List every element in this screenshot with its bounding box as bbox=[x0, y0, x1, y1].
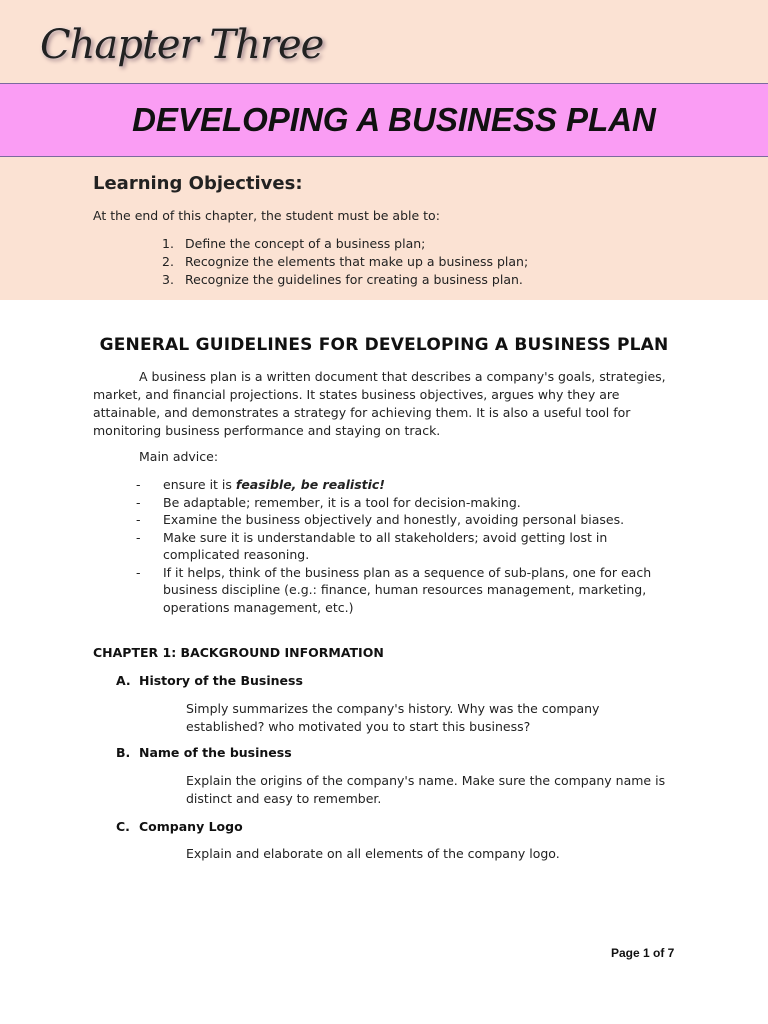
advice-text: Be adaptable; remember, it is a tool for decision-making. bbox=[163, 494, 521, 510]
advice-label: Main advice: bbox=[139, 449, 219, 464]
list-item bbox=[136, 494, 676, 512]
list-item-text: Recognize the guidelines for creating a business plan. bbox=[185, 272, 523, 287]
list-item bbox=[162, 235, 528, 253]
subsection-body-logo: Explain and elaborate on all elements of the company logo. bbox=[186, 846, 560, 861]
list-item bbox=[136, 511, 676, 529]
list-item bbox=[162, 271, 528, 289]
learning-objectives-list bbox=[162, 235, 528, 289]
advice-prefix: ensure it is bbox=[163, 477, 236, 492]
list-item-number: 1. bbox=[162, 236, 174, 251]
advice-text: If it helps, think of the business plan as a sequence of sub-plans, one for each business discipline (e.g.: finance, human resources management, marketing, operations management, etc.) bbox=[163, 564, 652, 615]
subsection-heading-logo bbox=[116, 819, 243, 834]
dash-bullet: - bbox=[136, 494, 141, 510]
section-heading: GENERAL GUIDELINES FOR DEVELOPING A BUSINESS PLAN bbox=[99, 335, 669, 355]
advice-emphasis: feasible, be realistic! bbox=[235, 477, 386, 492]
subsection-heading-name bbox=[116, 745, 292, 760]
advice-text: Make sure it is understandable to all stakeholders; avoid getting lost in complicated reasoning. bbox=[163, 529, 608, 562]
chapter1-heading: CHAPTER 1: BACKGROUND INFORMATION bbox=[93, 645, 384, 660]
subsection-body-name: Explain the origins of the company's name. Make sure the company name is distinct and easy to remember. bbox=[186, 773, 666, 806]
list-item bbox=[136, 529, 676, 564]
learning-objectives-intro: At the end of this chapter, the student must be able to: bbox=[93, 208, 440, 223]
list-item-number: 2. bbox=[162, 254, 174, 269]
subsection-title: History of the Business bbox=[139, 673, 303, 688]
subsection-body-history: Simply summarizes the company's history. Why was the company established? who motivated you to start this business? bbox=[186, 701, 600, 734]
dash-bullet: - bbox=[136, 564, 141, 580]
subsection-letter: C. bbox=[116, 819, 130, 834]
subsection-letter: B. bbox=[116, 745, 131, 760]
page-title: DEVELOPING A BUSINESS PLAN bbox=[132, 101, 656, 138]
intro-paragraph: A business plan is a written document that describes a company's goals, strategies, market, and financial projections. It states business objectives, argues why they are attainable, and demonstrates a strategy for achieving them. It is also a useful tool for monitoring business performance and staying on track. bbox=[93, 369, 666, 438]
learning-objectives-heading: Learning Objectives: bbox=[93, 173, 303, 194]
subsection-title: Name of the business bbox=[139, 745, 292, 760]
list-item-number: 3. bbox=[162, 272, 174, 287]
list-item bbox=[136, 476, 676, 494]
list-item bbox=[136, 564, 676, 617]
subsection-heading-history bbox=[116, 673, 303, 688]
chapter-label: Chapter Three bbox=[40, 22, 324, 68]
dash-bullet: - bbox=[136, 477, 141, 492]
list-item bbox=[162, 253, 528, 271]
title-banner bbox=[0, 83, 768, 157]
dash-bullet: - bbox=[136, 512, 141, 527]
page-number: Page 1 of 7 bbox=[611, 946, 675, 960]
advice-list bbox=[136, 476, 676, 616]
subsection-title: Company Logo bbox=[139, 819, 243, 834]
advice-text: Examine the business objectively and honestly, avoiding personal biases. bbox=[163, 512, 625, 527]
list-item-text: Define the concept of a business plan; bbox=[185, 236, 426, 251]
dash-bullet: - bbox=[136, 529, 141, 545]
list-item-text: Recognize the elements that make up a business plan; bbox=[185, 254, 529, 269]
subsection-letter: A. bbox=[116, 673, 131, 688]
